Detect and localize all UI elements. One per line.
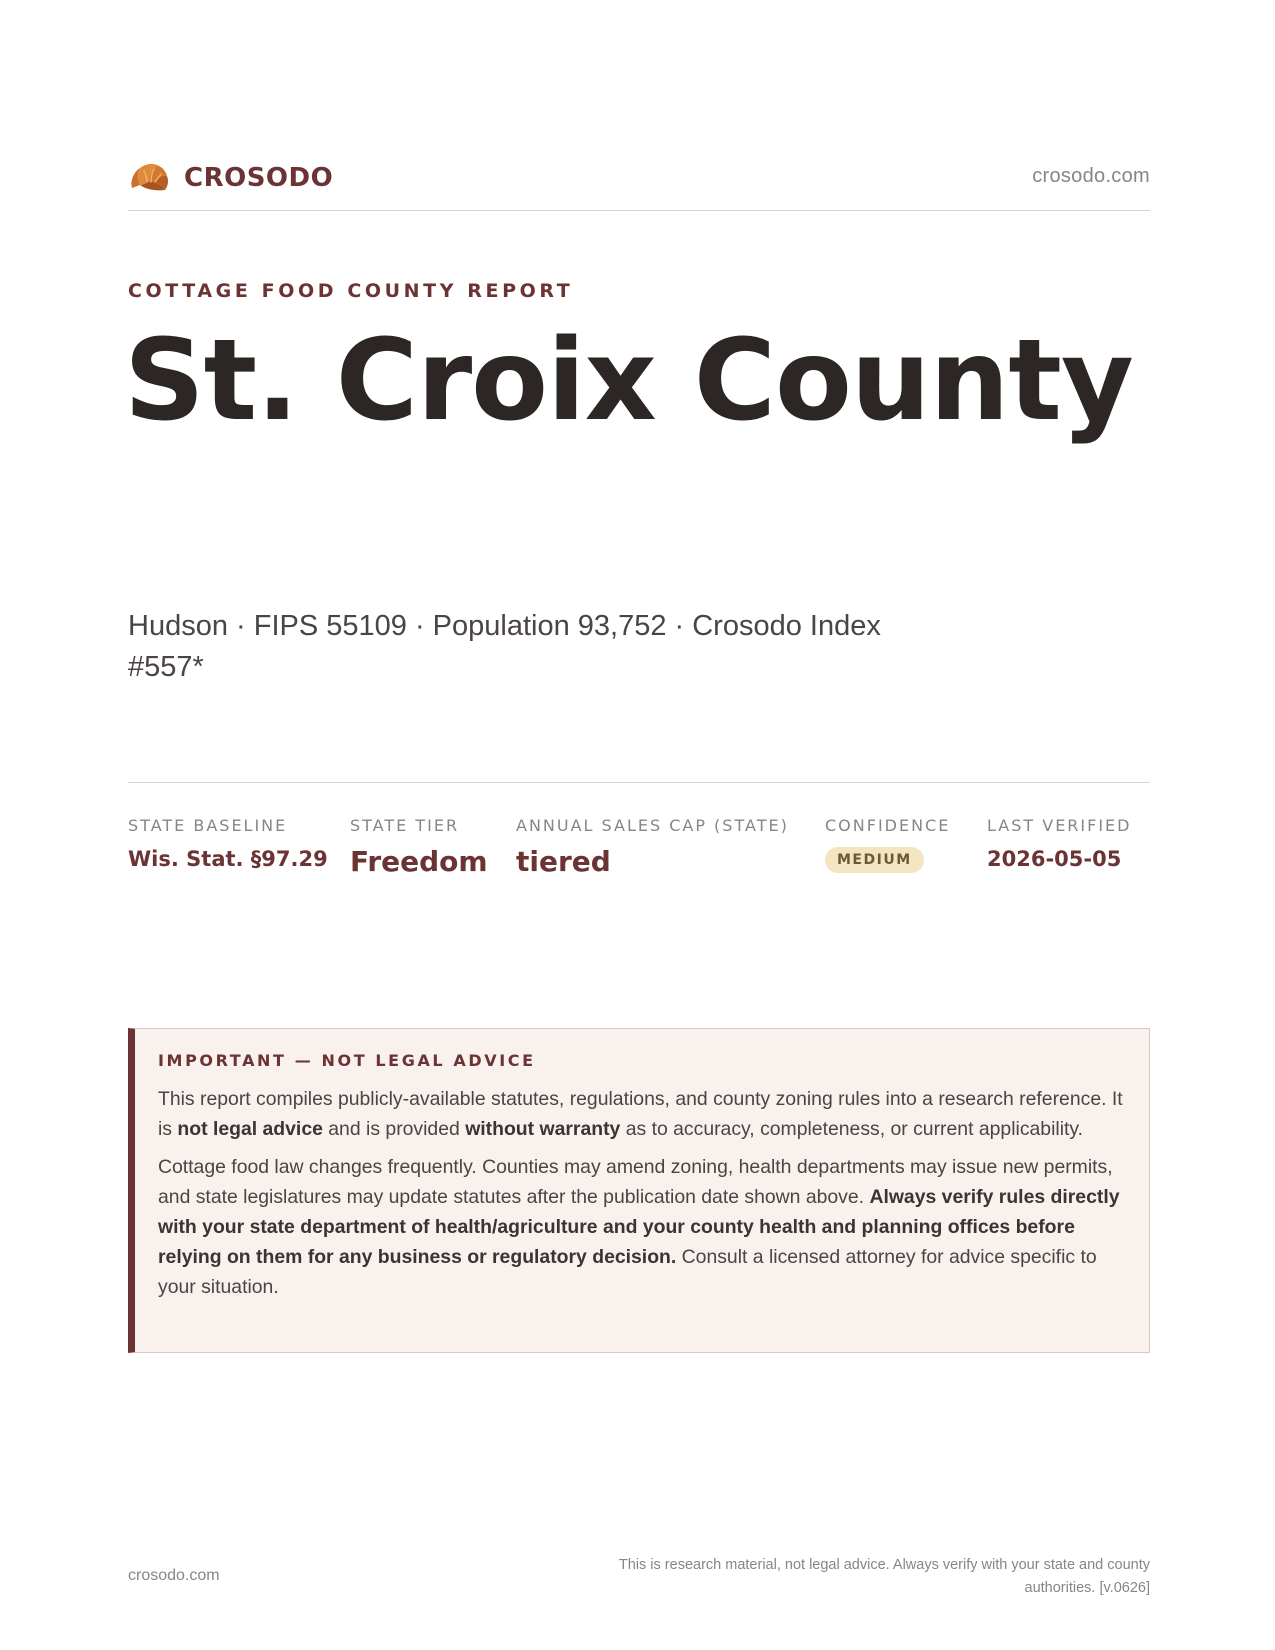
- stat-label: STATE BASELINE: [128, 816, 288, 835]
- header-divider: [128, 210, 1150, 211]
- stat-annual-sales-cap: [516, 816, 789, 878]
- stat-state-tier: [350, 816, 488, 878]
- page-title: St. Croix County: [124, 316, 1133, 446]
- stat-confidence: [825, 816, 950, 873]
- notice-paragraph-1: [158, 1084, 1123, 1144]
- notice-emphasis: Always verify rules directly with your state department of health/agriculture and your county health and planning offices before relying on them for any business or regulatory decision.: [158, 1186, 1120, 1268]
- notice-heading: IMPORTANT — NOT LEGAL ADVICE: [158, 1051, 536, 1070]
- stat-value: 2026-05-05: [987, 847, 1122, 871]
- status-badge: MEDIUM: [825, 847, 924, 873]
- brand-name: CROSODO: [184, 163, 334, 193]
- croissant-icon: [128, 158, 170, 198]
- stat-label: CONFIDENCE: [825, 816, 951, 835]
- report-eyebrow: COTTAGE FOOD COUNTY REPORT: [128, 280, 574, 302]
- notice-paragraph-2: [158, 1152, 1123, 1302]
- stat-label: LAST VERIFIED: [987, 816, 1132, 835]
- notice-text: as to accuracy, completeness, or current applicability.: [620, 1118, 1084, 1140]
- stats-divider: [128, 782, 1150, 783]
- footer-site[interactable]: crosodo.com: [128, 1567, 220, 1584]
- notice-text: This report compiles publicly-available statutes, regulations, and county zoning rules into a research reference. It is: [158, 1088, 1123, 1140]
- stat-last-verified: [987, 816, 1131, 871]
- stat-label: STATE TIER: [350, 816, 460, 835]
- stat-label: ANNUAL SALES CAP (STATE): [516, 816, 789, 835]
- footer-disclaimer: This is research material, not legal advice. Always verify with your state and county authorities. [v.0626]: [618, 1557, 1150, 1596]
- county-subtitle: Hudson · FIPS 55109 · Population 93,752 · Crosodo Index #557*: [128, 610, 881, 683]
- stat-state-baseline: [128, 816, 328, 871]
- stat-value: Freedom: [350, 845, 488, 878]
- notice-text: Cottage food law changes frequently. Counties may amend zoning, health departments may issue new permits, and state legislatures may update statutes after the publication date shown above.: [158, 1156, 1113, 1208]
- report-page: [124, 0, 1150, 1650]
- stats-row: [128, 816, 1150, 896]
- site-link[interactable]: crosodo.com: [1032, 165, 1150, 187]
- notice-emphasis: not legal advice: [177, 1118, 323, 1140]
- page-header: [128, 156, 1150, 212]
- notice-emphasis: without warranty: [465, 1118, 621, 1140]
- legal-notice: [128, 1028, 1150, 1353]
- brand[interactable]: [128, 158, 333, 198]
- notice-text: Consult a licensed attorney for advice specific to your situation.: [158, 1246, 1097, 1298]
- stat-value: Wis. Stat. §97.29: [128, 847, 328, 871]
- notice-text: and is provided: [322, 1118, 466, 1140]
- stat-value: tiered: [516, 845, 611, 878]
